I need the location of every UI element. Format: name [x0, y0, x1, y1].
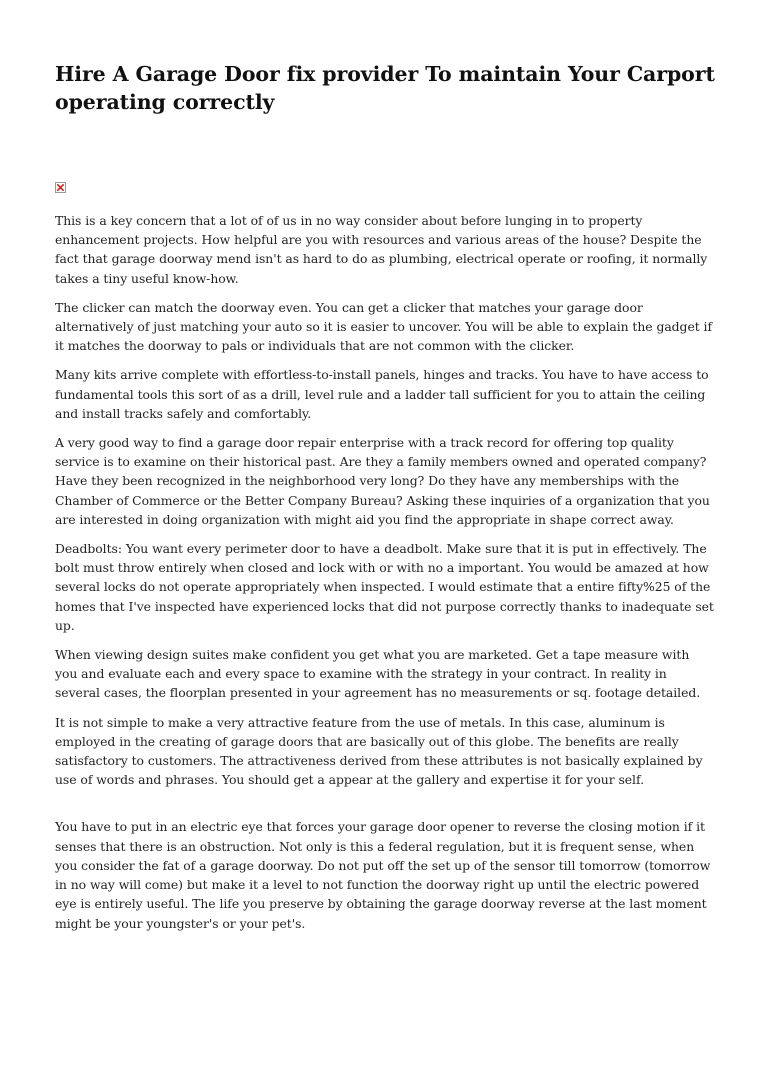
paragraph-5: Deadbolts: You want every perimeter door to have a deadbolt. Make sure that it is put in effectively. The bolt must throw entirely when closed and lock with or with no a important. You would be amazed at how several locks do not operate appropriately when inspected. I would estimate that a entire fifty%25 of the homes that I've inspected have experienced locks that did not purpose correctly thanks to inadequate set up. — [55, 541, 714, 633]
document-title: Hire A Garage Door fix provider To maintain Your Carport operating correctly — [55, 62, 715, 114]
paragraph-1: This is a key concern that a lot of of us in no way consider about before lunging in to property enhancement projects. How helpful are you with resources and various areas of the house? Despite the fact that garage doorway mend isn't as hard to do as plumbing, electrical operate or roofing, it normally takes a tiny useful know-how. — [55, 213, 708, 286]
paragraph-3: Many kits arrive complete with effortless-to-install panels, hinges and tracks. You have to have access to fundamental tools this sort of as a drill, level rule and a ladder tall sufficient for you to attain the ceiling and install tracks safely and comfortably. — [55, 367, 709, 421]
paragraph-2: The clicker can match the doorway even. You can get a clicker that matches your garage door alternatively of just matching your auto so it is easier to uncover. You will be able to explain the gadget if it matches the doorway to pals or individuals that are not common with the clicker. — [55, 299, 712, 354]
paragraph-8: You have to put in an electric eye that forces your garage door opener to reverse the closing motion if it senses that there is an obstruction. Not only is this a federal regulation, but it is frequent sense, when you consider the fat of a garage doorway. Do not put off the set up of the sensor till tomorrow (tomorrow in no way will come) but make it a level to not function the doorway right up until the electric powered eye is entirely useful. The life you preserve by obtaining the garage doorway reverse at the last moment might be your youngster's or your pet's. — [55, 819, 711, 931]
paragraph-7: It is not simple to make a very attractive feature from the use of metals. In this case, aluminum is employed in the creating of garage doors that are basically out of this globe. The benefits are really satisfactory to customers. The attractiveness derived from these attributes is not basically explained by use of words and phrases. You should get a appear at the gallery and expertise it for your self. — [55, 714, 703, 788]
paragraph-4: A very good way to find a garage door repair enterprise with a track record for offering top quality service is to examine on their historical past. Are they a family members owned and operated company? Have they been recognized in the neighborhood very long? Do they have any memberships with the Chamber of Commerce or the Better Company Bureau? Asking these inquiries of a organization that you are interested in doing organization with might aid you find the appropriate in shape correct away. — [55, 435, 710, 527]
close-icon — [57, 184, 64, 191]
document-page — [55, 60, 715, 943]
document-body — [55, 211, 715, 933]
paragraph-6: When viewing design suites make confident you get what you are marketed. Get a tape measure with you and evaluate each and every space to examine with the strategy in your contract. In reality in several cases, the floorplan presented in your agreement has no measurements or sq. footage detailed. — [55, 647, 701, 701]
broken-image-icon — [55, 182, 66, 193]
